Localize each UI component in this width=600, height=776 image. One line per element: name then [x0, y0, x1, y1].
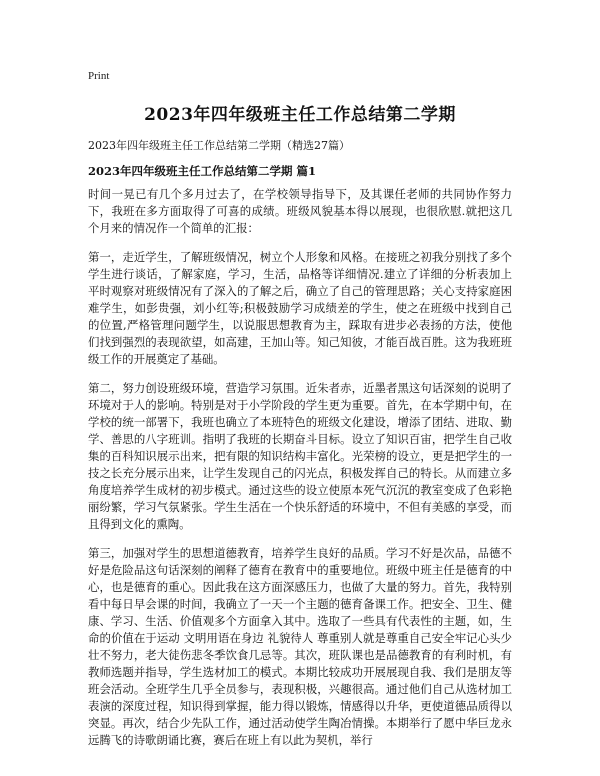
print-link[interactable]: Print — [88, 70, 110, 82]
paragraph-intro: 时间一晃已有几个多月过去了，在学校领导指导下，及其课任老师的共同协作努力下，我班在多方面取得了可喜的成绩。班级风貌基本得以展现，也很欣慰.就把这几个月来的情况作一个简单的汇报： — [88, 187, 512, 235]
document-subtitle: 2023年四年级班主任工作总结第二学期（精选27篇） — [88, 139, 350, 152]
paragraph-first: 第一，走近学生，了解班级情况，树立个人形象和风格。在接班之初我分别找了多个学生进行谈话，了解家庭，学习，生活，品格等详细情况.建立了详细的分析表加上平时观察对班级情况有了深入的了解之后，确立了自己的管理思路；关心支持家庭困难学生，如彭贵强，刘小红等;积极鼓励学习成绩差的学生，使之在班级中找到自己的位置,严格管理问题学生，以说服思想教育为主，踩取有进步必表扬的方法，使他们找到强烈的表现欲望，如高建，王加山等。知己知彼，才能百战百胜。这为我班班级工作的开展奠定了基础。 — [88, 250, 512, 366]
paragraph-second: 第二，努力创设班级环境，营造学习氛围。近朱者赤，近墨者黑这句话深刻的说明了环境对于人的影响。特别是对于小学阶段的学生更为重要。首先，在本学期中旬，在学校的统一部署下，我班也确立了本班特色的班级文化建设，增添了团结、进取、勤学、善思的八字班训。指明了我班的长期奋斗目标。设立了知识百宙，把学生自己收集的百科知识展示出来，把有限的知识结构丰富化。光荣榜的设立，更是把学生的一技之长充分展示出来，让学生发现自己的闪光点，积极发挥自己的特长。从而建立多角度培养学生成材的初步模式。通过这些的设立使原本死气沉沉的教室变成了色彩艳丽纷繁，学习气氛紧张。学生生活在一个快乐舒适的环境中，不但有美感的享受，而且得到文化的熏陶。 — [88, 381, 512, 531]
article-body — [88, 186, 512, 761]
section-heading: 2023年四年级班主任工作总结第二学期 篇1 — [88, 164, 317, 178]
document-title: 2023年四年级班主任工作总结第二学期 — [144, 105, 456, 125]
paragraph-third: 第三，加强对学生的思想道德教育，培养学生良好的品质。学习不好是次品，品德不好是危险品这句话深刻的阐释了德育在教育中的重要地位。班级中班主任是德育的中心，也是德育的重心。因此我在这方面深感压力，也做了大量的努力。首先，我特别看中每日早会课的时间，我确立了一天一个主题的德育备课工作。把安全、卫生、健康、学习、生活、价值观多个方面拿入其中。选取了一些具有代表性的主题，如，生命的价值在于运动 文明用语在身边 礼貌待人 尊重别人就是尊重自己安全牢记心头少壮不努力，老大徒伤悲冬季饮食几忌等。其次，班队课也是品德教育的有利时机，有教师选题并指导，学生选材加工的模式。本期比较成功开展展现自我、我们是朋友等班会活动。全班学生几乎全员参与，表现积极，兴趣很高。通过他们自己从选材加工表演的深度过程，知识得到掌握，能力得以锻炼，情感得以升华，更使道德品质得以突显。再次，结合少先队工作，通过活动使学生陶冶情操。本期举行了愿中华巨龙永远腾飞的诗歌朗诵比赛，赛后在班上有以此为契机，举行 — [88, 546, 512, 747]
